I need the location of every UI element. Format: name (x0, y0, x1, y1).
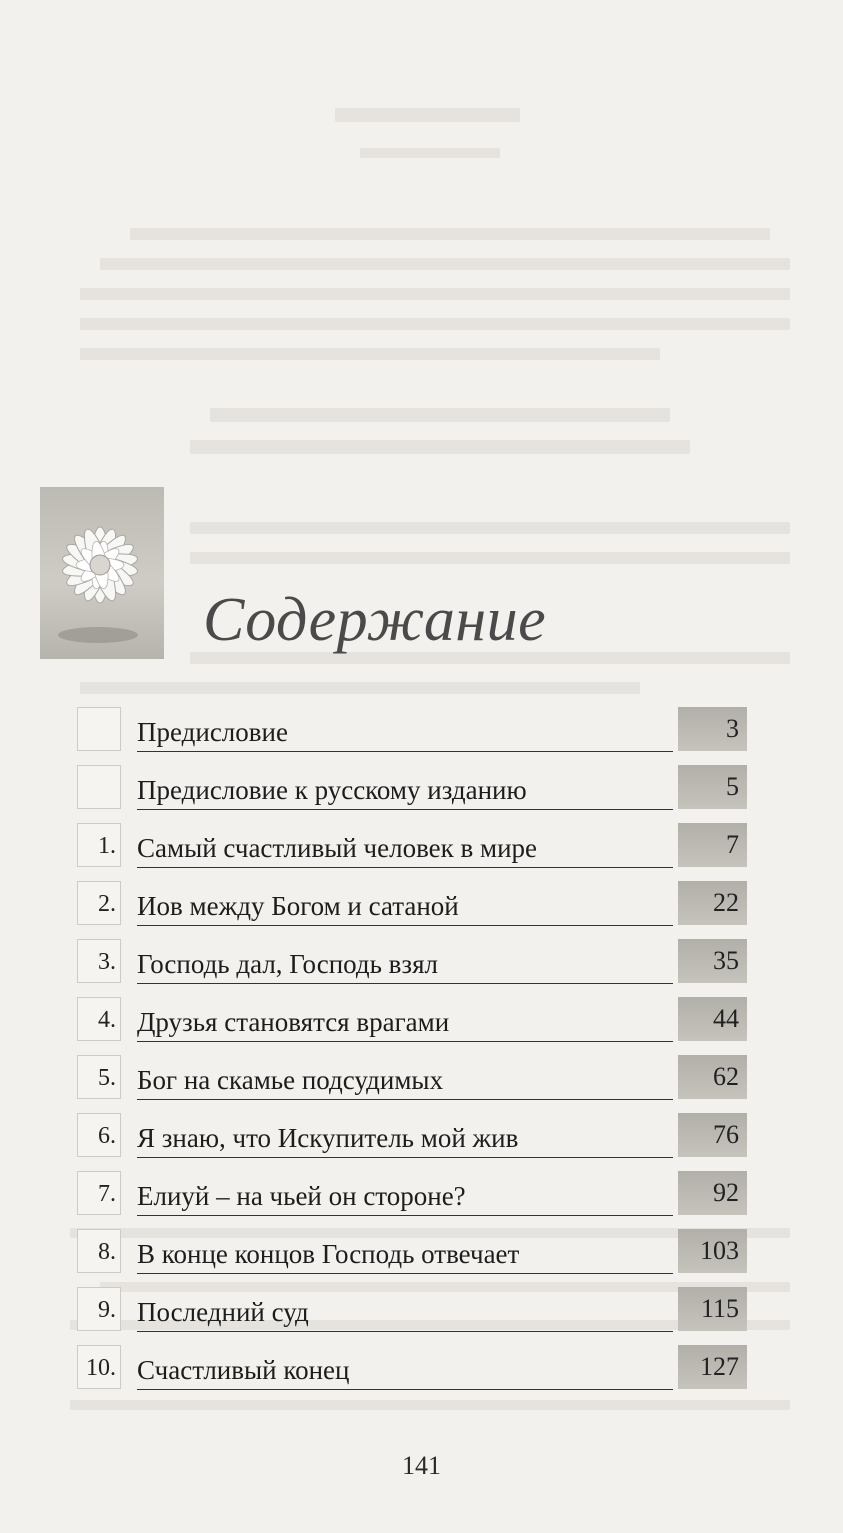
toc-entry-number: 7. (77, 1171, 121, 1215)
toc-entry[interactable] (77, 823, 747, 869)
toc-entry-page: 7 (678, 823, 747, 867)
daisy-flower-icon (40, 487, 164, 659)
toc-entry-title: Я знаю, что Искупитель мой жив (137, 1119, 673, 1158)
toc-entry-page: 22 (678, 881, 747, 925)
toc-entry-number: 6. (77, 1113, 121, 1157)
bleed-through-line (80, 318, 790, 330)
toc-entry-number: 2. (77, 881, 121, 925)
bleed-through-line (360, 148, 500, 158)
bleed-through-line (190, 552, 790, 564)
bleed-through-line (80, 682, 640, 694)
bleed-through-line (70, 1400, 790, 1410)
toc-entry-title: Последний суд (137, 1293, 673, 1332)
toc-entry-title: Господь дал, Господь взял (137, 945, 673, 984)
toc-entry[interactable] (77, 765, 747, 811)
toc-entry-number: 8. (77, 1229, 121, 1273)
toc-entry-number: 10. (77, 1345, 121, 1389)
bleed-through-line (80, 348, 660, 360)
toc-entry-title: Елиуй – на чьей он стороне? (137, 1177, 673, 1216)
toc-entry[interactable] (77, 707, 747, 753)
toc-entry-number: 9. (77, 1287, 121, 1331)
toc-entry-page: 127 (678, 1345, 747, 1389)
page-number: 141 (402, 1451, 441, 1480)
toc-entry-number: 4. (77, 997, 121, 1041)
toc-entry-page: 62 (678, 1055, 747, 1099)
toc-entry-title: Предисловие (137, 713, 673, 752)
toc-entry[interactable] (77, 1055, 747, 1101)
toc-entry-title: Счастливый конец (137, 1351, 673, 1390)
bleed-through-line (130, 228, 770, 240)
toc-entry-page: 92 (678, 1171, 747, 1215)
toc-entry[interactable] (77, 1113, 747, 1159)
toc-entry-title: Иов между Богом и сатаной (137, 887, 673, 926)
toc-entry[interactable] (77, 881, 747, 927)
toc-entry-number: 5. (77, 1055, 121, 1099)
bleed-through-line (210, 408, 670, 422)
toc-entry-page: 3 (678, 707, 747, 751)
toc-entry[interactable] (77, 1287, 747, 1333)
toc-entry[interactable] (77, 997, 747, 1043)
toc-entry-page: 5 (678, 765, 747, 809)
toc-entry-page: 115 (678, 1287, 747, 1331)
toc-entry-number: 3. (77, 939, 121, 983)
toc-entry[interactable] (77, 1345, 747, 1391)
toc-entry[interactable] (77, 1171, 747, 1217)
toc-entry-page: 35 (678, 939, 747, 983)
bleed-through-line (190, 522, 790, 534)
toc-entry-title: В конце концов Господь отвечает (137, 1235, 673, 1274)
toc-entry[interactable] (77, 939, 747, 985)
toc-entry-page: 44 (678, 997, 747, 1041)
toc-entry-page: 103 (678, 1229, 747, 1273)
contents-heading: Содержание (203, 586, 547, 654)
bleed-through-line (190, 440, 690, 454)
bleed-through-line (335, 108, 520, 122)
bleed-through-line (100, 258, 790, 270)
toc-entry-number (77, 707, 121, 751)
bleed-through-line (80, 288, 790, 300)
toc-entry-title: Предисловие к русскому изданию (137, 771, 673, 810)
toc-entry[interactable] (77, 1229, 747, 1275)
toc-entry-number (77, 765, 121, 809)
toc-entry-title: Самый счастливый человек в мире (137, 829, 673, 868)
toc-entry-number: 1. (77, 823, 121, 867)
toc-entry-page: 76 (678, 1113, 747, 1157)
toc-entry-title: Бог на скамье подсудимых (137, 1061, 673, 1100)
toc-entry-title: Друзья становятся врагами (137, 1003, 673, 1042)
